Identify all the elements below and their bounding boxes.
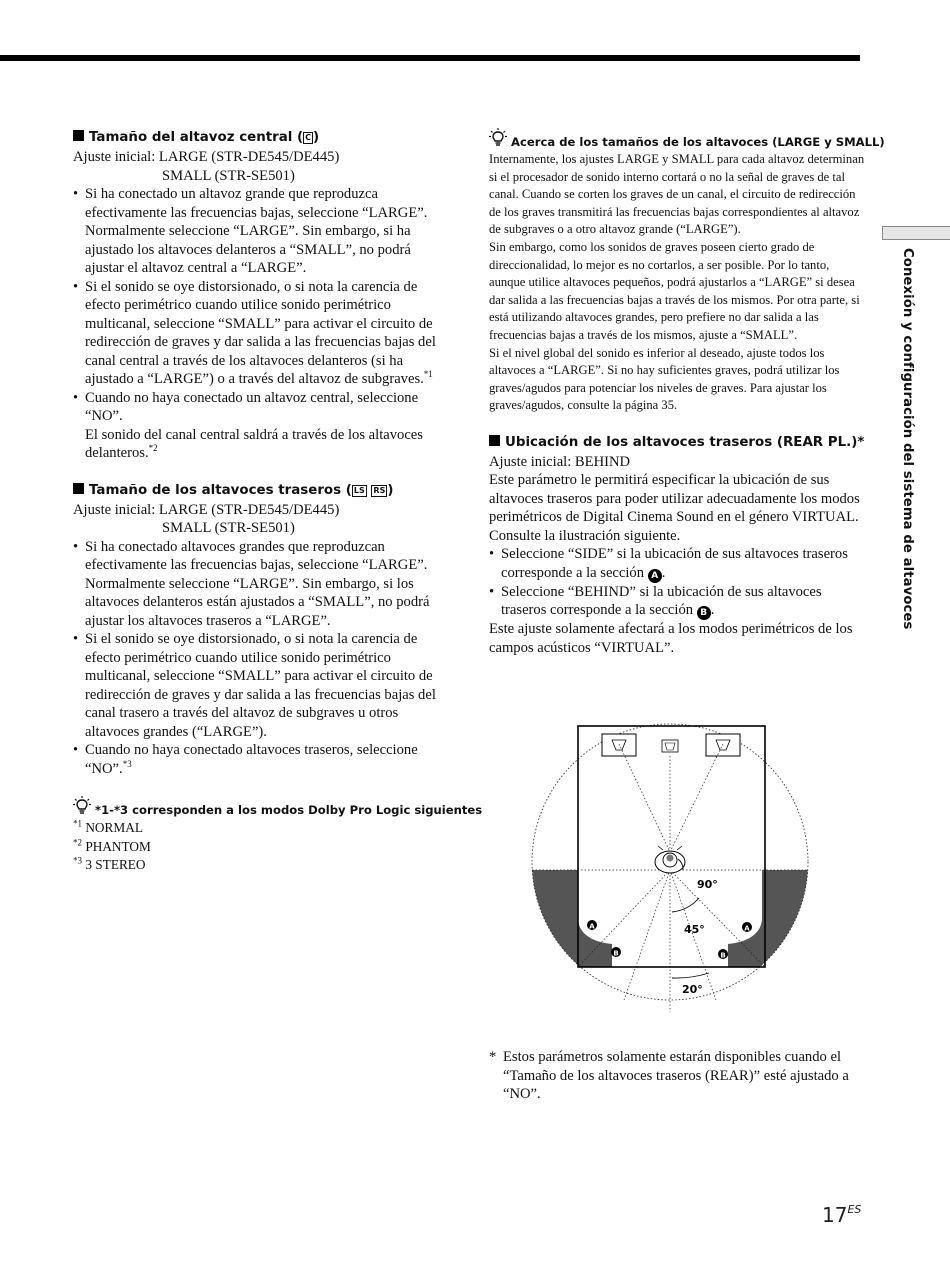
note-mark: *1	[73, 818, 82, 829]
tip-paragraph: Si el nivel global del sonido es inferior al deseado, ajuste todos los altavoces a “LARGE”. Si no hay suficientes graves, podrá utilizar los graves/agudos para potenciar los niveles de graves. Para ajustar los graves/agudos, consulte la página 35.	[489, 345, 840, 413]
list-item: • Si ha conectado un altavoz grande que reproduzca efectivamente las frecuencias bajas, seleccione “LARGE”. Normalmente seleccione “LARGE”. Sin embargo, si ha ajustado los altavoces delanteros a “SMALL”, no podrá ajustar el altavoz central a “LARGE”.	[73, 186, 428, 276]
section-b-marker: B	[697, 606, 711, 620]
list-item: • Si el sonido se oye distorsionado, o si nota la carencia de efecto perimétrico cuando utilice sonido perimétrico multicanal, seleccione “SMALL” para activar el circuito de redirección de graves y dar salida a las frecuencias bajas del canal trasero a través del altavoz de subgraves u otros altavoces grandes (“LARGE”).	[73, 631, 436, 740]
tip-heading-text: Acerca de los tamaños de los altavoces (LARGE y SMALL)	[511, 135, 885, 149]
zone-a-left	[530, 870, 612, 1012]
note-text: 3 STEREO	[85, 857, 146, 872]
list-item: • Si ha conectado altavoces grandes que reproduzcan efectivamente las frecuencias bajas, seleccione “LARGE”. Normalmente seleccione “LARGE”. Sin embargo, si los altavoces delanteros están ajustados a “SMALL”, no podrá ajustar los altavoces traseros a “LARGE”.	[73, 538, 430, 629]
heading-text: Tamaño de los altavoces traseros (	[89, 482, 352, 498]
section-a-marker: A	[648, 569, 662, 583]
speaker-placement-diagram	[530, 722, 810, 1012]
intro-paragraph: Este parámetro le permitirá especificar la ubicación de sus altavoces traseros para poder utilizar adecuadamente los modos perimétricos de Digital Cinema Sound en el género VIRTUAL. Consulte la ilustración siguiente.	[489, 472, 860, 544]
note-mark: *3	[73, 855, 82, 866]
center-channel-icon: C	[305, 133, 312, 142]
bullet-text: Si ha conectado altavoces grandes que reproduzcan efectivamente las frecuencias bajas, seleccione “LARGE”. Normalmente seleccione “LARGE”. Sin embargo, si los altavoces delanteros están ajustados a “SMALL”, no podrá ajustar los altavoces traseros a “LARGE”.	[85, 538, 430, 629]
outro-paragraph: Este ajuste solamente afectará a los modos perimétricos de los campos acústicos “VIRTUAL”.	[489, 621, 853, 656]
room-outline	[578, 726, 765, 967]
section-tab	[882, 226, 950, 240]
size-tip-section	[489, 128, 885, 415]
top-rule	[0, 55, 860, 61]
initial-setting: Ajuste inicial: LARGE (STR-DE545/DE445)	[73, 501, 340, 518]
note-mark: *2	[73, 837, 82, 848]
zone-b-right-label: B	[720, 951, 726, 960]
note-line	[73, 838, 451, 857]
rear-placement-heading	[489, 433, 867, 453]
superscript: *2	[148, 443, 158, 454]
list-item: • Si el sonido se oye distorsionado, o si nota la carencia de efecto perimétrico cuando utilice sonido perimétrico multicanal, seleccione “SMALL” para activar el circuito de redirección de graves y dar salida a las frecuencias bajas del canal central a través de los altavoces delanteros (si ha ajustado a “LARGE”) o a través del altavoz de subgraves.$^{*1}$	[73, 278, 436, 387]
bullet-text: Cuando no haya conectado altavoces traseros, seleccione “NO”.	[85, 742, 418, 777]
bullet-text: Si el sonido se oye distorsionado, o si nota la carencia de efecto perimétrico cuando utilice sonido perimétrico multicanal, seleccione “SMALL” para activar el circuito de redirección de graves y dar salida a las frecuencias bajas del canal trasero a través del altavoz de subgraves u otros altavoces grandes (“LARGE”).	[85, 631, 436, 740]
square-bullet-icon	[489, 435, 500, 446]
heading-close: )	[313, 130, 320, 145]
arc-45	[672, 898, 699, 912]
bullet-text: Si ha conectado un altavoz grande que reproduzca efectivamente las frecuencias bajas, seleccione “LARGE”. Normalmente seleccione “LARGE”. Sin embargo, si ha ajustado los altavoces delanteros a “SMALL”, no podrá ajustar el altavoz central a “LARGE”.	[85, 186, 428, 276]
initial-setting: Ajuste inicial: LARGE (STR-DE545/DE445)	[73, 149, 340, 165]
square-bullet-icon	[73, 483, 84, 494]
zone-a-right	[728, 870, 810, 1012]
rear-speakers-section	[73, 481, 451, 779]
size-tip-heading	[489, 128, 885, 151]
zone-b-left-label: B	[613, 949, 619, 958]
angle-20-label: 20°	[682, 983, 703, 996]
right-column	[489, 128, 885, 657]
footnote-text: Estos parámetros solamente estarán disponibles cuando el “Tamaño de los altavoces traseros (REAR)” esté ajustado a “NO”.	[503, 1049, 849, 1102]
side-title	[900, 248, 920, 638]
square-bullet-icon	[73, 130, 84, 141]
dolby-tip-heading	[73, 796, 483, 819]
lightbulb-icon	[73, 796, 91, 816]
superscript: *3	[122, 758, 132, 769]
list-item: • Seleccione “SIDE” si la ubicación de sus altavoces traseros corresponde a la sección A .	[489, 546, 848, 581]
front-left-speaker-icon	[602, 734, 636, 756]
front-right-speaker-icon	[706, 734, 740, 756]
page-number-suffix: ES	[847, 1203, 862, 1216]
bullet-text: Seleccione “BEHIND” si la ubicación de sus altavoces traseros corresponde a la sección	[501, 583, 822, 619]
bullet-text: Seleccione “SIDE” si la ubicación de sus altavoces traseros corresponde a la sección	[501, 546, 848, 581]
bullet-text: Cuando no haya conectado un altavoz central, seleccione “NO”.	[85, 389, 419, 424]
listener-icon	[655, 846, 685, 873]
left-surround-icon: LS	[353, 485, 365, 495]
zone-a-left-label: A	[589, 922, 595, 931]
page-number	[822, 1203, 861, 1227]
rear-placement-section	[489, 433, 867, 658]
bullet-text: Si el sonido se oye distorsionado, o si nota la carencia de efecto perimétrico cuando utilice sonido perimétrico multicanal, seleccione “SMALL” para activar el circuito de redirección de graves y dar salida a las frecuencias bajas del canal central a través de los altavoces delanteros (si ha ajustado a “LARGE”) o a través del altavoz de subgraves.	[85, 278, 436, 387]
footnote-mark: *	[489, 1049, 497, 1065]
footnote	[489, 1048, 867, 1104]
bullet-list	[73, 185, 451, 426]
rear-speakers-heading	[73, 481, 451, 501]
left-column	[73, 128, 483, 875]
tip-paragraph: Sin embargo, como los sonidos de graves poseen cierto grado de direccionalidad, lo mejor es no cortarlos, a ser posible. Por lo tanto, aunque utilice altavoces pequeños, podrá ajustarlos a “LARGE” si desea dar salida a las frecuencias bajas a través de los mismos. Por otra parte, si está utilizando altavoces grandes, pero prefiere no dar salida a las frecuencias bajas a través de los mismos, ajuste a “SMALL”.	[489, 239, 860, 342]
zone-a-right-label: A	[744, 924, 750, 933]
superscript: *1	[423, 369, 433, 380]
center-speaker-icon	[662, 740, 678, 752]
lightbulb-icon	[489, 128, 507, 148]
note-text: PHANTOM	[85, 838, 151, 854]
after-text-body: El sonido del canal central saldrá a través de los altavoces delanteros.	[85, 426, 423, 461]
heading-close: )	[387, 482, 394, 498]
angle-45-label: 45°	[684, 923, 705, 936]
tip-heading-text: *1-*3 corresponden a los modos Dolby Pro Logic siguientes	[95, 803, 483, 817]
initial-setting: Ajuste inicial: BEHIND	[489, 453, 631, 470]
heading-text: Tamaño del altavoz central (	[89, 130, 304, 145]
after-text	[73, 426, 451, 463]
heading-text: Ubicación de los altavoces traseros (REAR PL.)*	[505, 434, 865, 450]
angle-90-label: 90°	[697, 878, 718, 891]
initial-setting-line2: SMALL (STR-SE501)	[162, 167, 295, 184]
center-speaker-section	[73, 128, 451, 463]
bullet-list	[489, 545, 867, 620]
list-item: • Cuando no haya conectado un altavoz central, seleccione “NO”.	[73, 389, 419, 424]
side-title-text: Conexión y configuración del sistema de altavoces	[900, 248, 915, 630]
list-item: • Seleccione “BEHIND” si la ubicación de sus altavoces traseros corresponde a la sección B .	[489, 583, 822, 619]
page-number-value: 17	[822, 1203, 848, 1227]
note-line	[73, 856, 451, 875]
center-speaker-heading	[73, 128, 451, 148]
note-line	[73, 819, 451, 838]
bullet-list	[73, 538, 451, 779]
list-item: • Cuando no haya conectado altavoces traseros, seleccione “NO”.$^{*3}$	[73, 742, 418, 777]
dolby-tip-section	[73, 796, 483, 875]
tip-paragraph: Internamente, los ajustes LARGE y SMALL para cada altavoz determinan si el procesador de sonido interno cortará o no la señal de graves de tal canal. Cuando se corten los graves de un canal, el circuito de redirección de los graves transmitirá las frecuencias bajas correspondientes al altavoz de subgraves o a otro altavoz grande (“LARGE”).	[489, 152, 865, 237]
note-text: NORMAL	[85, 820, 143, 835]
right-surround-icon: RS	[373, 485, 386, 495]
initial-setting-line2: SMALL (STR-SE501)	[162, 520, 295, 536]
